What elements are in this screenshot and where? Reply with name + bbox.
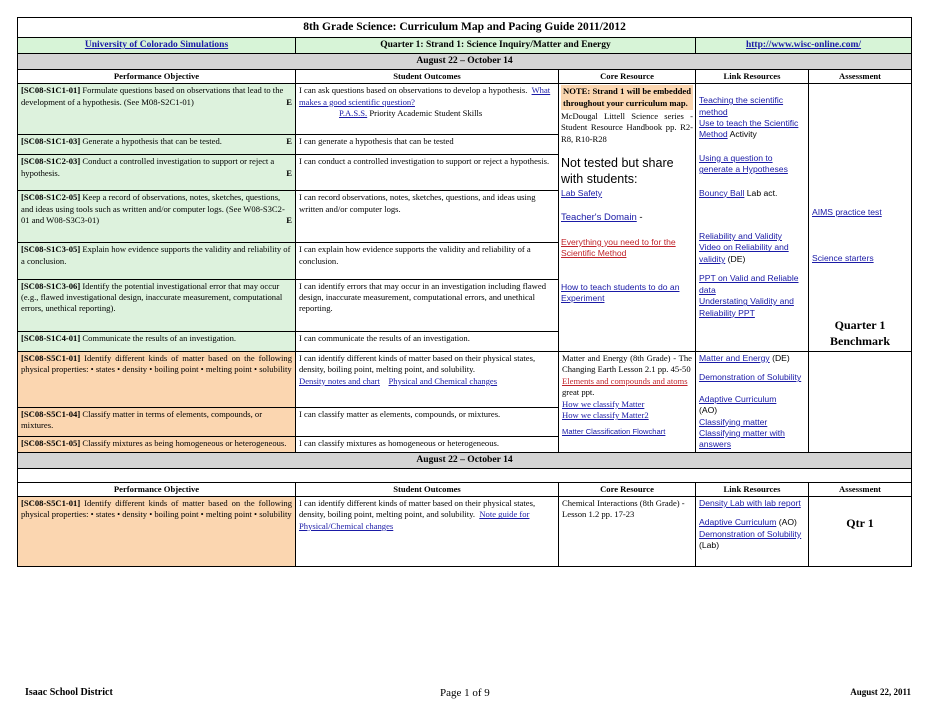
outcome-cell: I can ask questions based on observations to develop a hypothesis. What makes a good scientific question? P.A.S.S. Priority Academic Student Skills (296, 84, 559, 135)
outcome-cell: I can identify different kinds of matter based on their physical states, density, boiling point, melting point, and solubility. Note guide for Physical/Chemical changes (296, 496, 559, 566)
classify-matter-link[interactable]: How we classify Matter (562, 398, 645, 409)
essential-mark: E (286, 96, 292, 107)
curriculum-table (17, 17, 912, 567)
outcome-cell: I can communicate the results of an investigation. (296, 331, 559, 351)
outcome-cell: I can conduct a controlled investigation to support or reject a hypothesis. (296, 155, 559, 191)
experiment-link[interactable]: How to teach students to do an Experiment (561, 281, 680, 303)
wisc-online-link[interactable]: http://www.wisc-online.com/ (745, 40, 862, 51)
adaptive-curriculum-link[interactable]: Adaptive Curriculum (699, 393, 777, 404)
outcome-cell: I can classify matter as elements, compounds, or mixtures. (296, 407, 559, 436)
objective-cell: [SC08-S5C1-01] Identify different kinds of matter based on the following physical properties: • states • density • boiling point • melting point • solubility (18, 496, 296, 566)
table-row (18, 84, 912, 135)
physical-chemical-link[interactable]: Physical and Chemical changes (388, 375, 498, 386)
objective-cell: [SC08-S1C2-03] Conduct a controlled investigation to support or reject a hypothesis. E (18, 155, 296, 191)
core-resource-cell: NOTE: Strand 1 will be embedded throughout your curriculum map. McDougal Littell Science series - Student Resource Handbook pp. R2-R8, R10-R28 Not tested but share with students: Lab Safety Teacher's Domain - Everything you need to for the Scientific Method How to teach students to do an Experiment (559, 84, 696, 352)
teachers-domain-link[interactable]: Teacher's Domain (561, 212, 637, 224)
page-number: Page 1 of 9 (440, 687, 490, 699)
objective-text: Formulate questions based on observations that lead to the development of a hypothesis. (See M08-S2C1-01) (21, 85, 284, 107)
adaptive-curriculum-link-2[interactable]: Adaptive Curriculum (699, 517, 777, 528)
header-links: Link Resources (696, 69, 809, 83)
matter-energy-text: Matter and Energy (8th Grade) - The Changing Earth Lesson 2.1 pp. 45-50 (562, 352, 692, 375)
table-row (18, 351, 912, 407)
solubility-demo-link[interactable]: Demonstration of Solubility (699, 372, 802, 383)
objective-cell: [SC08-S5C1-05] Classify mixtures as being homogeneous or heterogeneous. (18, 436, 296, 452)
page-title: 8th Grade Science: Curriculum Map and Pacing Guide 2011/2012 (18, 18, 912, 38)
science-starters-link[interactable]: Science starters (812, 252, 874, 263)
table-row (18, 496, 912, 566)
objective-code: [SC08-S1C1-01] (21, 85, 81, 96)
footer-date: August 22, 2011 (850, 687, 911, 697)
objective-cell: [SC08-S5C1-04] Classify matter in terms of elements, compounds, or mixtures. (18, 407, 296, 436)
classify-matter2-link[interactable]: How we classify Matter2 (562, 409, 649, 420)
ppt-valid-link[interactable]: PPT on Valid and Reliable data (699, 273, 799, 295)
flowchart-link[interactable]: Matter Classification Flowchart (562, 427, 666, 437)
note-guide-link[interactable]: Note guide for Physical/Chemical changes (299, 509, 530, 531)
objective-cell: [SC08-S1C3-05] Explain how evidence supports the validity and reliability of a conclusion. (18, 243, 296, 279)
date-range-2: August 22 – October 14 (18, 452, 912, 468)
date-range: August 22 – October 14 (18, 53, 912, 69)
quarter-benchmark: Quarter 1 Benchmark (830, 317, 891, 348)
assessment-cell (809, 351, 912, 452)
spacer-row (18, 468, 912, 482)
outcome-cell: I can record observations, notes, sketches, questions, and ideas using written and/or computer logs. (296, 191, 559, 243)
column-headers (18, 69, 912, 83)
understanding-validity-link[interactable]: Understating Validity and Reliability PPT (699, 296, 794, 318)
header-objective: Performance Objective (18, 69, 296, 83)
outcome-cell: I can explain how evidence supports the validity and reliability of a conclusion. (296, 243, 559, 279)
elements-compounds-link[interactable]: Elements and compounds and atoms (562, 375, 688, 386)
header-outcomes: Student Outcomes (296, 69, 559, 83)
lab-safety-link[interactable]: Lab Safety (561, 187, 603, 198)
curriculum-map-page (17, 17, 911, 567)
density-lab-link[interactable]: Density Lab with lab report (699, 497, 801, 508)
classifying-answers-link[interactable]: Classifying matter with answers (699, 427, 785, 450)
classifying-matter-link[interactable]: Classifying matter (699, 416, 768, 427)
link-resources-cell: Matter and Energy (DE) Demonstration of Solubility Adaptive Curriculum (AO) Classifying matter Classifying matter with answers (696, 351, 809, 452)
teaching-method-link[interactable]: Teaching the scientific method (699, 95, 784, 117)
reliability-validity-link[interactable]: Reliability and Validity (699, 231, 782, 242)
objective-cell: [SC08-S1C3-06] Identify the potential investigational error that may occur (e.g., flawed investigational design, inaccurate measurement, computational errors, unethical reporting). (18, 279, 296, 331)
objective-cell: [SC08-S1C1-03] Generate a hypothesis that can be tested. E (18, 135, 296, 155)
pass-link[interactable]: P.A.S.S. (339, 107, 368, 118)
header-core: Core Resource (559, 69, 696, 83)
video-reliability-link[interactable]: Video on Reliability and validity (699, 242, 789, 264)
link-resources-cell: Teaching the scientific method Use to teach the Scientific Method Activity Using a question to generate a Hypotheses Bouncy Ball Lab act. Reliability and Validity Video on Reliability and validity (DE) PPT on Valid and Reliable data Understating Validity and Reliability PPT (696, 84, 809, 352)
core-resource-cell: Matter and Energy (8th Grade) - The Changing Earth Lesson 2.1 pp. 45-50 Elements and compounds and atoms great ppt. How we classify Matter How we classify Matter2 Matter Classification Flowchart (559, 351, 696, 452)
objective-cell: [SC08-S5C1-01] Identify different kinds of matter based on the following physical properties: • states • density • boiling point • melting point • solubility (18, 351, 296, 407)
colorado-simulations-link[interactable]: University of Colorado Simulations (84, 40, 229, 51)
assessment-cell (809, 496, 912, 566)
solubility-demo-link-2[interactable]: Demonstration of Solubility (699, 528, 802, 539)
column-headers-2: Performance Objective Student Outcomes Core Resource Link Resources Assessment (18, 482, 912, 496)
use-to-teach-link[interactable]: Use to teach the Scientific Method (699, 117, 799, 140)
outcome-cell: I can classify mixtures as homogeneous or heterogeneous. (296, 436, 559, 452)
assessment-cell (809, 84, 912, 352)
objective-cell: [SC08-S1C2-05] Keep a record of observations, notes, sketches, questions, and ideas using tools such as written and/or computer logs. (See W08-S3C2-01 and W08-S3C3-01) E (18, 191, 296, 243)
quarter-strand-title: Quarter 1: Strand 1: Science Inquiry/Matter and Energy (296, 38, 696, 54)
not-tested-note: Not tested but share with students: (561, 156, 674, 187)
good-question-link[interactable]: What makes a good scientific question? (299, 85, 551, 107)
qtr-label: Qtr 1 (846, 515, 874, 530)
bouncy-ball-link[interactable]: Bouncy Ball (699, 187, 745, 198)
aims-practice-link[interactable]: AIMS practice test (812, 207, 882, 218)
strand-band (18, 38, 912, 54)
header-assessment: Assessment (809, 69, 912, 83)
outcome-cell: I can identify errors that may occur in an investigation including flawed design, inaccurate measurement, computational errors, and unethical reporting. (296, 279, 559, 331)
district-name: Isaac School District (25, 687, 113, 698)
hypotheses-link[interactable]: Using a question to generate a Hypotheses (699, 152, 788, 175)
mcdougal-resource: McDougal Littell Science series - Student Resource Handbook pp. R2-R8, R10-R28 (561, 110, 693, 144)
scientific-method-link[interactable]: Everything you need to for the Scientific Method (561, 236, 676, 259)
link-resources-cell: Density Lab with lab report Adaptive Curriculum (AO) Demonstration of Solubility (Lab) (696, 496, 809, 566)
matter-energy-link[interactable]: Matter and Energy (699, 352, 770, 363)
objective-cell: [SC08-S1C4-01] Communicate the results of an investigation. (18, 331, 296, 351)
outcome-cell: I can generate a hypothesis that can be tested (296, 135, 559, 155)
objective-cell (18, 84, 296, 135)
core-resource-cell: Chemical Interactions (8th Grade) - Lesson 1.2 pp. 17-23 (559, 496, 696, 566)
strand-note: NOTE: Strand 1 will be embedded throughout your curriculum map. (561, 85, 693, 110)
outcome-cell: I can identify different kinds of matter based on their physical states, density, boiling point, melting point, and solubility. Density notes and chart Physical and Chemical changes (296, 351, 559, 407)
density-notes-link[interactable]: Density notes and chart (299, 375, 380, 386)
